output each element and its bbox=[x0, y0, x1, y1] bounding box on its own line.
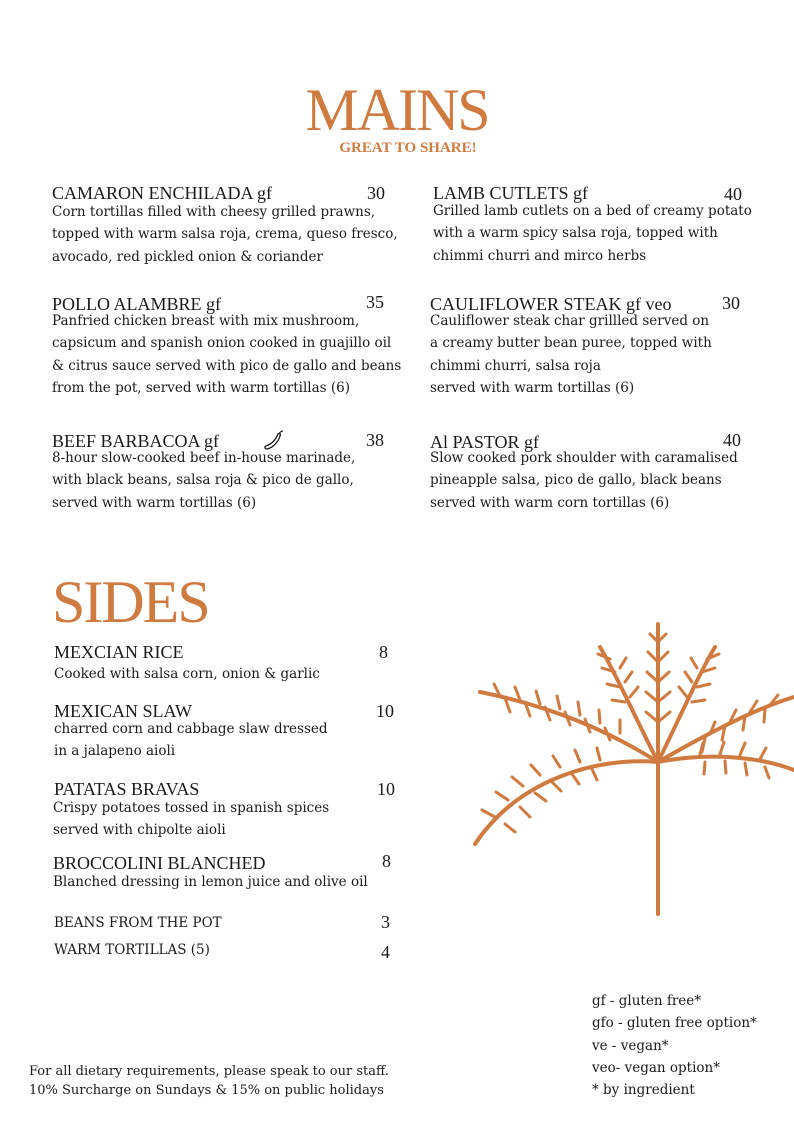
legend-item: gfo - gluten free option* bbox=[592, 1015, 757, 1032]
footer-line: 10% Surcharge on Sundays & 15% on public holidays bbox=[29, 1083, 384, 1098]
footer-line: For all dietary requirements, please speak to our staff. bbox=[29, 1064, 389, 1079]
dish-name: LAMB CUTLETS gf bbox=[433, 183, 588, 203]
extra-item-price: 3 bbox=[381, 912, 390, 932]
dish-description bbox=[433, 200, 752, 267]
legend-item: ve - vegan* bbox=[592, 1037, 669, 1054]
dietary-legend bbox=[592, 990, 757, 1101]
extra-item-name: WARM TORTILLAS (5) bbox=[54, 942, 210, 958]
dish-name: CAMARON ENCHILADA gf bbox=[52, 183, 272, 203]
side-description: Blanched dressing in lemon juice and olive oil bbox=[53, 874, 368, 890]
side-name: PATATAS BRAVAS bbox=[54, 779, 200, 799]
side-description: Cooked with salsa corn, onion & garlic bbox=[54, 666, 320, 682]
description-line: served with chipolte aioli bbox=[53, 822, 226, 839]
description-line: topped with warm salsa roja, crema, queso fresco, bbox=[52, 226, 398, 243]
legend-item: veo- vegan option* bbox=[592, 1059, 720, 1076]
description-line: chimmi churri and mirco herbs bbox=[433, 247, 647, 264]
dish-name: CAULIFLOWER STEAK gf veo bbox=[430, 294, 672, 314]
description-line: served with warm corn tortillas (6) bbox=[430, 494, 670, 511]
dish-price: 38 bbox=[366, 430, 384, 450]
side-description bbox=[53, 797, 329, 842]
dish-price: 30 bbox=[367, 183, 385, 203]
description-line: with black beans, salsa roja & pico de gallo, bbox=[52, 472, 354, 489]
dish-name: Al PASTOR gf bbox=[430, 432, 540, 452]
legend-item: gf - gluten free* bbox=[592, 993, 702, 1009]
dish-description bbox=[430, 447, 738, 514]
description-line: Grilled lamb cutlets on a bed of creamy potato bbox=[433, 203, 752, 219]
description-line: chimmi churri, salsa roja bbox=[430, 357, 601, 374]
description-line: in a jalapeno aioli bbox=[54, 743, 176, 760]
extra-item-name: BEANS FROM THE POT bbox=[54, 915, 222, 931]
mains-title: MAINS bbox=[305, 77, 489, 143]
description-line: Corn tortillas filled with cheesy grilled prawns, bbox=[52, 204, 376, 220]
description-line: a creamy butter bean puree, topped with bbox=[430, 335, 712, 352]
sides-title: SIDES bbox=[52, 569, 209, 635]
description-line: charred corn and cabbage slaw dressed bbox=[54, 721, 328, 737]
mains-subtitle: GREAT TO SHARE! bbox=[339, 140, 477, 156]
side-price: 10 bbox=[377, 779, 395, 799]
palm-tree-icon bbox=[460, 612, 794, 922]
dish-description bbox=[52, 201, 398, 268]
side-description bbox=[54, 718, 328, 763]
side-name: MEXCIAN RICE bbox=[54, 642, 184, 662]
side-price: 8 bbox=[382, 851, 391, 871]
description-line: capsicum and spanish onion cooked in guajillo oil bbox=[52, 335, 392, 352]
description-line: served with warm tortillas (6) bbox=[430, 379, 635, 396]
side-price: 8 bbox=[379, 642, 388, 662]
footer-notice bbox=[29, 1062, 389, 1100]
extra-item-price: 4 bbox=[381, 942, 390, 962]
legend-item: * by ingredient bbox=[592, 1082, 695, 1099]
dish-name: POLLO ALAMBRE gf bbox=[52, 294, 222, 314]
description-line: pineapple salsa, pico de gallo, black beans bbox=[430, 472, 722, 489]
side-price: 10 bbox=[376, 701, 394, 721]
description-line: Crispy potatoes tossed in spanish spices bbox=[53, 800, 330, 816]
dish-description bbox=[52, 447, 355, 514]
dish-name: BEEF BARBACOA gf bbox=[52, 431, 220, 451]
description-line: & citrus sauce served with pico de gallo and beans bbox=[52, 357, 402, 374]
dish-price: 40 bbox=[723, 430, 741, 450]
dish-price: 40 bbox=[724, 184, 742, 204]
description-line: served with warm tortillas (6) bbox=[52, 494, 257, 511]
dish-description bbox=[52, 310, 401, 399]
description-line: avocado, red pickled onion & coriander bbox=[52, 248, 323, 265]
description-line: Slow cooked pork shoulder with caramalised bbox=[430, 450, 738, 466]
description-line: from the pot, served with warm tortillas (6) bbox=[52, 379, 350, 396]
description-line: with a warm spicy salsa roja, topped with bbox=[433, 225, 718, 242]
dish-description bbox=[430, 310, 712, 399]
description-line: Panfried chicken breast with mix mushroom, bbox=[52, 313, 360, 329]
description-line: 8-hour slow-cooked beef in-house marinade, bbox=[52, 450, 356, 466]
description-line: Cauliflower steak char grillled served on bbox=[430, 313, 710, 329]
dish-price: 30 bbox=[722, 293, 740, 313]
dish-price: 35 bbox=[366, 292, 384, 312]
side-name: MEXICAN SLAW bbox=[54, 701, 193, 721]
side-name: BROCCOLINI BLANCHED bbox=[53, 853, 266, 873]
